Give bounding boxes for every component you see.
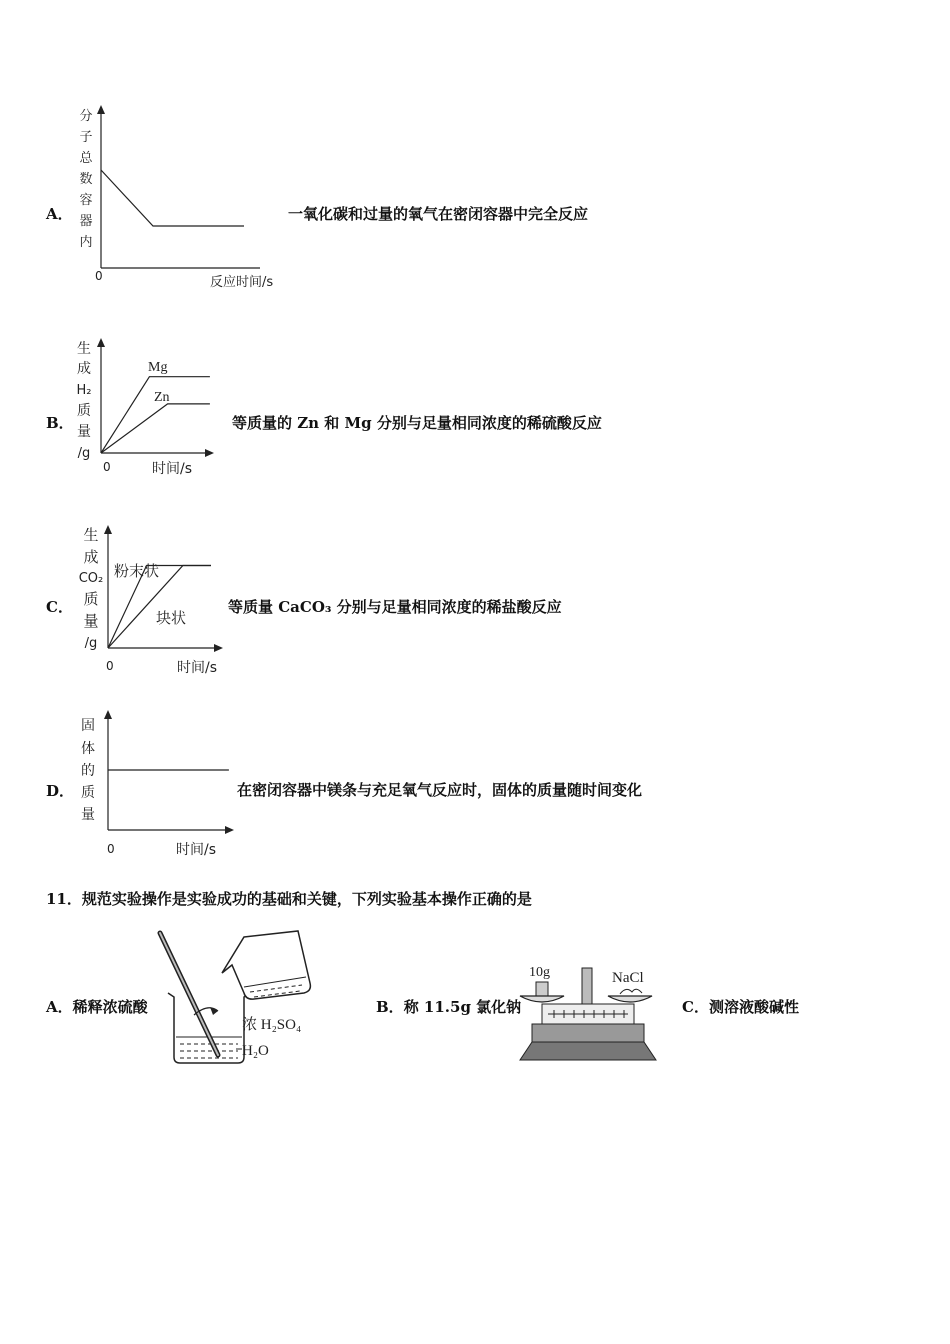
q11-option-a-text: 稀释浓硫酸 [72, 998, 148, 1016]
chart-d-x-arrow [225, 826, 234, 834]
balance-figure [518, 960, 660, 1068]
chart-b-ylabel-0: 生 [77, 341, 91, 357]
chart-a-ylabel [79, 109, 93, 250]
chart-c [70, 520, 230, 680]
chart-c-ylabel-1: 成 [83, 548, 99, 566]
question-11-text: 规范实验操作是实验成功的基础和关键，下列实验基本操作正确的是 [81, 890, 532, 908]
beaker-outline [168, 993, 250, 1063]
chart-b-ylabel-2: H₂ [76, 383, 92, 398]
chart-d [70, 705, 245, 865]
chart-d-ylabel-char-2: 的 [81, 763, 95, 779]
chart-a-series-line [101, 170, 244, 226]
pouring-beaker [222, 931, 310, 999]
q11-option-b [376, 996, 521, 1017]
chart-c-ylabel-0: 生 [83, 526, 99, 544]
chart-a-ylabel-char-4: 容 [79, 193, 93, 208]
chart-c-ylabel-2: CO₂ [78, 571, 104, 586]
chart-a-ylabel-char-5: 器 [79, 214, 93, 229]
chart-a-ylabel-char-2: 总 [79, 151, 93, 166]
chart-d-y-arrow [104, 710, 112, 719]
chart-b-ylabel-1: 成 [77, 361, 91, 377]
chart-d-ylabel-char-0: 固 [81, 718, 95, 734]
option-d-label: D． [46, 782, 75, 800]
q11-option-b-label: B． [376, 998, 404, 1016]
chart-c-y-arrow [104, 525, 112, 534]
chart-c-origin: 0 [106, 659, 114, 673]
right-pan [608, 996, 652, 1002]
question-11-stem [46, 888, 532, 909]
chart-b-xlabel: 时间/s [152, 461, 193, 477]
q11-option-a-label: A． [46, 998, 73, 1016]
chart-b-legend-mg: Mg [148, 360, 168, 375]
chart-b-legend-zn: Zn [154, 390, 170, 405]
chart-d-ylabel-char-4: 量 [81, 807, 95, 823]
salt-pile [620, 989, 642, 994]
chart-a-xlabel: 反应时间/s [210, 275, 274, 290]
option-c-description: 等质量 CaCO₃ 分别与足量相同浓度的稀盐酸反应 [228, 598, 562, 616]
option-a-label: A． [46, 205, 73, 223]
q11-option-b-text: 称 11.5g 氯化钠 [403, 998, 522, 1016]
option-b-label: B． [46, 414, 74, 432]
chart-c-x-arrow [214, 644, 223, 652]
weight-10g [536, 982, 548, 996]
chart-a [70, 100, 300, 295]
chart-b-x-arrow [205, 449, 214, 457]
option-a-description: 一氧化碳和过量的氧气在密闭容器中完全反应 [288, 205, 589, 223]
balance-base-bottom [520, 1042, 656, 1060]
balance-base-top [532, 1024, 644, 1042]
chart-b-ylabel-5: /g [77, 446, 91, 461]
chart-c-ylabel [79, 526, 104, 651]
chart-c-legend-block: 块状 [156, 609, 187, 627]
chart-b-ylabel-3: 质 [77, 403, 91, 419]
option-c-label: C． [46, 598, 73, 616]
chart-b-y-arrow [97, 338, 105, 347]
question-11-number: 11． [46, 890, 82, 908]
chart-c-ylabel-4: 量 [83, 612, 99, 630]
q11-option-c-label: C． [682, 998, 709, 1016]
chart-a-origin: 0 [95, 269, 103, 283]
chart-d-ylabel-char-3: 质 [81, 785, 95, 801]
dilute-acid-figure [150, 925, 325, 1070]
left-pan [520, 996, 564, 1002]
chart-c-ylabel-3: 质 [83, 590, 99, 608]
label-conc-h2so4: 浓 H₂SO₄ [242, 1017, 302, 1033]
chart-b-series-zn [101, 404, 210, 453]
chart-b-ylabel [77, 340, 92, 461]
q11-option-a [46, 996, 148, 1017]
chart-d-ylabel [81, 718, 95, 823]
chart-c-legend-powder: 粉末状 [114, 562, 160, 580]
option-b-description: 等质量的 Zn 和 Mg 分别与足量相同浓度的稀硫酸反应 [232, 414, 602, 432]
chart-d-xlabel: 时间/s [176, 842, 217, 858]
chart-a-ylabel-char-3: 数 [79, 172, 93, 187]
label-h2o: H₂O [242, 1043, 269, 1059]
q11-option-c-text: 测溶液酸碱性 [708, 998, 799, 1016]
chart-b-origin: 0 [103, 460, 111, 474]
chart-c-xlabel: 时间/s [177, 660, 218, 676]
chart-a-y-arrow [97, 105, 105, 114]
label-10g: 10g [529, 965, 550, 980]
label-nacl: NaCl [612, 970, 644, 986]
q11-option-c [682, 996, 799, 1017]
chart-b [70, 335, 225, 485]
chart-a-ylabel-char-1: 子 [79, 130, 93, 145]
chart-b-ylabel-4: 量 [77, 424, 91, 440]
chart-a-ylabel-char-0: 分 [79, 109, 93, 124]
chart-d-origin: 0 [107, 842, 115, 856]
chart-d-ylabel-char-1: 体 [81, 741, 95, 757]
option-d-description: 在密闭容器中镁条与充足氧气反应时，固体的质量随时间变化 [237, 781, 643, 799]
chart-a-ylabel-char-6: 内 [79, 235, 93, 250]
chart-c-ylabel-5: /g [84, 636, 98, 651]
